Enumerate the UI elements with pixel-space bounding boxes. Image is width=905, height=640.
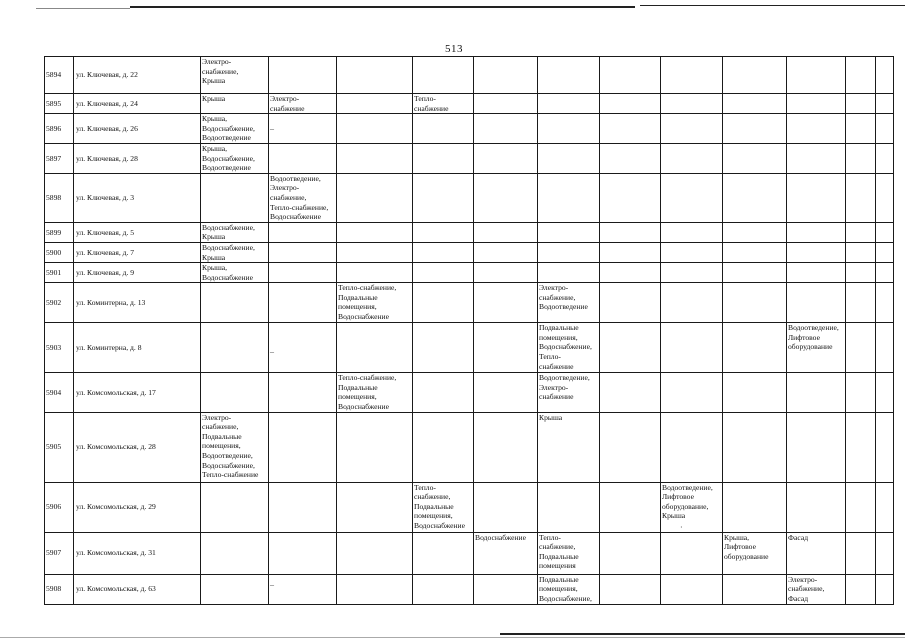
stray-mark: · [680,523,683,532]
table-row [45,222,894,242]
work-type-cell [723,482,787,532]
work-type-cell [269,263,337,283]
work-type-cell: Фасад [787,532,846,574]
work-type-cell [876,114,894,144]
work-type-cell [661,94,723,114]
scan-edge-bottom-left [0,637,905,638]
work-type-cell [723,373,787,412]
work-type-cell [337,323,413,373]
work-type-cell [876,532,894,574]
row-number: 5907 [45,532,74,574]
work-type-cell: Водоотведение, Лифтовое оборудование, Крыша [661,482,723,532]
table-row [45,323,894,373]
work-type-cell [661,242,723,262]
work-type-cell [413,263,474,283]
work-type-cell: Электро- снабжение [269,94,337,114]
work-type-cell [846,373,876,412]
work-type-cell [723,263,787,283]
row-address: ул. Ключевая, д. 9 [74,263,201,283]
work-type-cell [269,57,337,94]
work-type-cell [337,574,413,604]
work-type-cell: Водоснабжение [474,532,538,574]
register-table [44,56,894,605]
work-type-cell [474,283,538,323]
work-type-cell [661,57,723,94]
row-address: ул. Ключевая, д. 3 [74,173,201,222]
work-type-cell [413,323,474,373]
work-type-cell: Крыша [538,412,600,482]
stray-mark: – [270,580,274,589]
work-type-cell [661,114,723,144]
work-type-cell [269,574,337,604]
work-type-cell [661,373,723,412]
work-type-cell [413,373,474,412]
row-address: ул. Комсомольская, д. 28 [74,412,201,482]
work-type-cell [846,57,876,94]
work-type-cell [846,222,876,242]
work-type-cell [413,57,474,94]
work-type-cell [474,94,538,114]
work-type-cell [600,412,661,482]
work-type-cell [846,94,876,114]
work-type-cell [661,532,723,574]
row-address: ул. Ключевая, д. 5 [74,222,201,242]
row-address: ул. Комсомольская, д. 31 [74,532,201,574]
work-type-cell [876,222,894,242]
row-number: 5900 [45,242,74,262]
work-type-cell: Крыша, Лифтовое оборудование [723,532,787,574]
work-type-cell: Подвальные помещения, Водоснабжение, [538,574,600,604]
work-type-cell [538,173,600,222]
work-type-cell [876,143,894,173]
work-type-cell [474,373,538,412]
table-row [45,574,894,604]
work-type-cell [474,57,538,94]
work-type-cell [538,94,600,114]
work-type-cell [413,173,474,222]
row-address: ул. Ключевая, д. 28 [74,143,201,173]
row-number: 5904 [45,373,74,412]
work-type-cell [201,482,269,532]
work-type-cell [538,143,600,173]
table-row [45,242,894,262]
work-type-cell [474,263,538,283]
work-type-cell [787,222,846,242]
work-type-cell [846,114,876,144]
work-type-cell: Водоснабжение, Крыша [201,222,269,242]
row-number: 5897 [45,143,74,173]
row-number: 5902 [45,283,74,323]
work-type-cell [846,574,876,604]
work-type-cell [269,114,337,144]
scan-edge-bottom [500,633,905,635]
work-type-cell [201,532,269,574]
page-number: 513 [445,43,463,55]
work-type-cell [600,574,661,604]
work-type-cell [787,283,846,323]
work-type-cell: Тепло- снабжение, Подвальные помещения, Водоснабжение [413,482,474,532]
work-type-cell: Электро- снабжение, Водоотведение [538,283,600,323]
table-row [45,412,894,482]
work-type-cell [413,532,474,574]
work-type-cell [201,323,269,373]
work-type-cell [201,283,269,323]
work-type-cell: Водоотведение, Электро- снабжение, Тепло-снабжение, Водоснабжение [269,173,337,222]
work-type-cell [846,482,876,532]
work-type-cell [474,114,538,144]
work-type-cell [337,222,413,242]
work-type-cell [787,94,846,114]
work-type-cell [538,114,600,144]
table-row [45,532,894,574]
work-type-cell [661,574,723,604]
work-type-cell: Крыша [201,94,269,114]
row-address: ул. Ключевая, д. 26 [74,114,201,144]
work-type-cell [661,412,723,482]
work-type-cell [876,242,894,262]
work-type-cell [337,482,413,532]
work-type-cell [846,263,876,283]
work-type-cell [474,173,538,222]
row-number: 5906 [45,482,74,532]
work-type-cell [846,412,876,482]
work-type-cell [600,143,661,173]
scan-edge-top [130,6,635,8]
table-row [45,482,894,532]
work-type-cell [787,412,846,482]
work-type-cell: Тепло- снабжение [413,94,474,114]
work-type-cell [661,173,723,222]
row-address: ул. Ключевая, д. 7 [74,242,201,262]
row-number: 5894 [45,57,74,94]
work-type-cell [269,242,337,262]
work-type-cell [474,222,538,242]
work-type-cell [413,114,474,144]
work-type-cell [269,222,337,242]
table-row [45,373,894,412]
work-type-cell [846,242,876,262]
work-type-cell: Тепло-снабжение, Подвальные помещения, Водоснабжение [337,283,413,323]
work-type-cell [538,57,600,94]
table-row [45,94,894,114]
work-type-cell [661,263,723,283]
work-type-cell [600,94,661,114]
work-type-cell [787,263,846,283]
work-type-cell: Водоотведение, Лифтовое оборудование [787,323,846,373]
work-type-cell [269,323,337,373]
work-type-cell [723,283,787,323]
work-type-cell [337,173,413,222]
work-type-cell [787,114,846,144]
row-address: ул. Ключевая, д. 22 [74,57,201,94]
work-type-cell [723,242,787,262]
row-address: ул. Комсомольская, д. 63 [74,574,201,604]
table-row [45,263,894,283]
work-type-cell [787,57,846,94]
table-row [45,143,894,173]
row-number: 5899 [45,222,74,242]
work-type-cell [538,242,600,262]
row-number: 5895 [45,94,74,114]
work-type-cell [538,263,600,283]
work-type-cell [846,173,876,222]
work-type-cell [876,373,894,412]
work-type-cell [337,114,413,144]
work-type-cell [723,57,787,94]
work-type-cell [413,242,474,262]
stray-mark: – [270,347,274,356]
work-type-cell [600,532,661,574]
work-type-cell [876,263,894,283]
work-type-cell [413,412,474,482]
work-type-cell: Водоотведение, Электро- снабжение [538,373,600,412]
row-address: ул. Комсомольская, д. 29 [74,482,201,532]
work-type-cell: Электро- снабжение, Крыша [201,57,269,94]
work-type-cell [723,173,787,222]
work-type-cell [600,57,661,94]
row-number: 5896 [45,114,74,144]
work-type-cell [787,143,846,173]
work-type-cell [413,143,474,173]
work-type-cell [201,373,269,412]
work-type-cell [723,222,787,242]
work-type-cell [876,323,894,373]
work-type-cell [413,283,474,323]
work-type-cell [337,532,413,574]
work-type-cell [269,412,337,482]
work-type-cell [723,323,787,373]
row-number: 5901 [45,263,74,283]
work-type-cell [474,143,538,173]
work-type-cell: Крыша, Водоснабжение [201,263,269,283]
work-type-cell [474,412,538,482]
work-type-cell [723,412,787,482]
work-type-cell [661,323,723,373]
work-type-cell [413,574,474,604]
work-type-cell [846,323,876,373]
work-type-cell: Водоснабжение, Крыша [201,242,269,262]
work-type-cell [876,412,894,482]
work-type-cell [269,532,337,574]
stray-mark: – [270,124,274,133]
work-type-cell: Подвальные помещения, Водоснабжение, Тепло- снабжение [538,323,600,373]
work-type-cell [600,323,661,373]
work-type-cell [661,222,723,242]
work-type-cell: Электро- снабжение, Фасад [787,574,846,604]
row-number: 5903 [45,323,74,373]
work-type-cell: Крыша, Водоснабжение, Водоотведение [201,114,269,144]
work-type-cell [787,482,846,532]
work-type-cell [474,574,538,604]
work-type-cell [600,114,661,144]
work-type-cell [661,143,723,173]
work-type-cell [337,263,413,283]
work-type-cell [846,532,876,574]
work-type-cell: Тепло- снабжение, Подвальные помещения [538,532,600,574]
work-type-cell [474,482,538,532]
work-type-cell [846,283,876,323]
row-address: ул. Коминтерна, д. 8 [74,323,201,373]
work-type-cell [876,574,894,604]
work-type-cell [337,94,413,114]
work-type-cell [269,143,337,173]
work-type-cell [201,173,269,222]
work-type-cell [723,574,787,604]
table-row [45,114,894,144]
work-type-cell [876,173,894,222]
work-type-cell [600,283,661,323]
scan-edge-top-right [640,5,905,6]
row-number: 5908 [45,574,74,604]
table-row [45,173,894,222]
work-type-cell [876,94,894,114]
work-type-cell [876,57,894,94]
work-type-cell [413,222,474,242]
row-address: ул. Коминтерна, д. 13 [74,283,201,323]
work-type-cell [600,173,661,222]
work-type-cell [600,373,661,412]
work-type-cell [787,242,846,262]
work-type-cell [723,143,787,173]
work-type-cell [787,373,846,412]
work-type-cell [787,173,846,222]
work-type-cell [600,482,661,532]
work-type-cell [538,482,600,532]
work-type-cell [600,242,661,262]
work-type-cell [661,283,723,323]
work-type-cell [269,482,337,532]
work-type-cell [474,242,538,262]
table-row [45,283,894,323]
work-type-cell [876,482,894,532]
row-address: ул. Комсомольская, д. 17 [74,373,201,412]
work-type-cell [269,283,337,323]
scan-edge-left [36,8,130,9]
work-type-cell [474,323,538,373]
work-type-cell [723,94,787,114]
row-number: 5905 [45,412,74,482]
work-type-cell [201,574,269,604]
work-type-cell [876,283,894,323]
work-type-cell: Тепло-снабжение, Подвальные помещения, Водоснабжение [337,373,413,412]
work-type-cell [337,242,413,262]
work-type-cell [337,412,413,482]
work-type-cell [600,222,661,242]
work-type-cell: Крыша, Водоснабжение, Водоотведение [201,143,269,173]
work-type-cell [538,222,600,242]
table-row [45,57,894,94]
work-type-cell [846,143,876,173]
work-type-cell: Электро- снабжение, Подвальные помещения, Водоотведение, Водоснабжение, Тепло-снабжение [201,412,269,482]
row-number: 5898 [45,173,74,222]
work-type-cell [600,263,661,283]
row-address: ул. Ключевая, д. 24 [74,94,201,114]
work-type-cell [723,114,787,144]
work-type-cell [337,57,413,94]
work-type-cell [337,143,413,173]
work-type-cell [269,373,337,412]
